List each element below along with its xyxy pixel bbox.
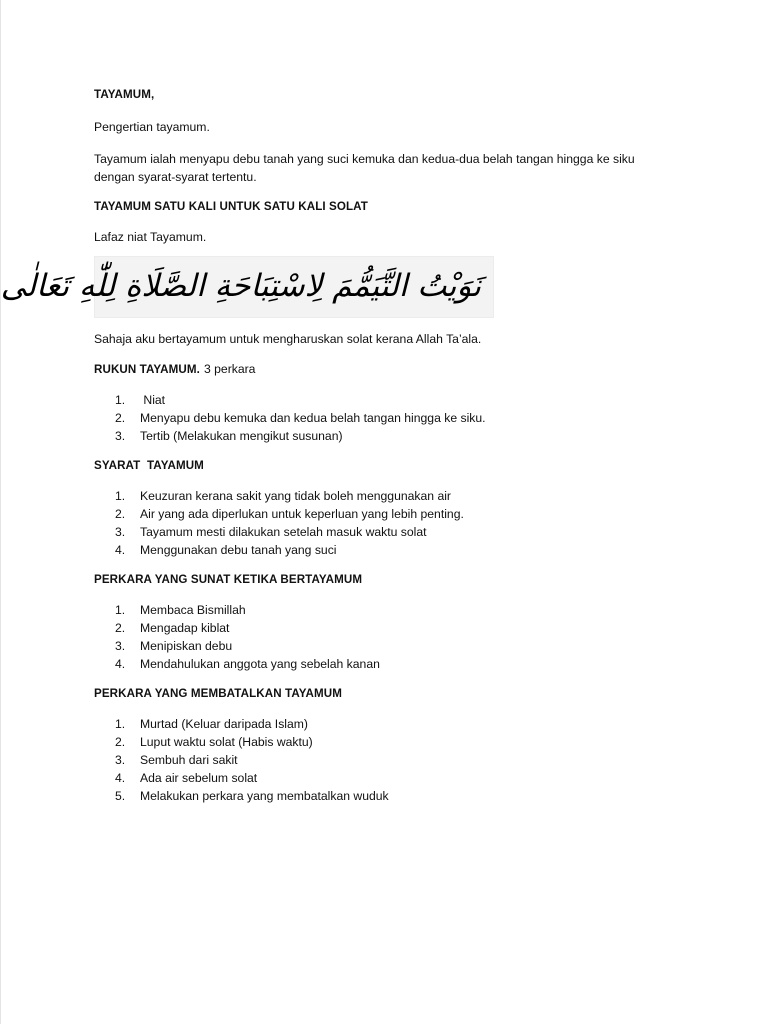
list-number: 3. bbox=[115, 429, 126, 443]
list-text: Ada air sebelum solat bbox=[140, 771, 258, 785]
definition-line-1: Tayamum ialah menyapu debu tanah yang suci kemuka dan kedua-dua belah tangan hingga ke siku bbox=[94, 152, 635, 166]
list-item bbox=[94, 655, 694, 673]
list-item bbox=[94, 619, 694, 637]
rukun-heading: RUKUN TAYAMUM. bbox=[94, 363, 200, 376]
list-number: 1. bbox=[115, 603, 126, 617]
list-item bbox=[94, 487, 694, 505]
batal-list bbox=[94, 715, 694, 805]
niat-label: Lafaz niat Tayamum. bbox=[94, 230, 207, 244]
definition-line-2: dengan syarat-syarat tertentu. bbox=[94, 170, 257, 184]
syarat-heading: SYARAT TAYAMUM bbox=[94, 459, 204, 472]
list-item bbox=[94, 391, 694, 409]
list-number: 4. bbox=[115, 771, 126, 785]
list-number: 1. bbox=[115, 717, 126, 731]
list-number: 4. bbox=[115, 657, 126, 671]
list-item bbox=[94, 523, 694, 541]
document-body bbox=[0, 86, 694, 805]
list-text: Menggunakan debu tanah yang suci bbox=[140, 543, 337, 557]
list-item bbox=[94, 427, 694, 445]
list-item bbox=[94, 637, 694, 655]
list-text: Menipiskan debu bbox=[140, 639, 233, 653]
list-item bbox=[94, 541, 694, 559]
niat-translation: Sahaja aku bertayamum untuk mengharuskan solat kerana Allah Ta’ala. bbox=[94, 332, 482, 346]
list-number: 1. bbox=[115, 489, 126, 503]
once-heading: TAYAMUM SATU KALI UNTUK SATU KALI SOLAT bbox=[94, 200, 368, 213]
list-number: 4. bbox=[115, 543, 126, 557]
list-text: Mendahulukan anggota yang sebelah kanan bbox=[140, 657, 380, 671]
list-item bbox=[94, 715, 694, 733]
list-number: 2. bbox=[115, 507, 126, 521]
list-number: 3. bbox=[115, 639, 126, 653]
list-item bbox=[94, 769, 694, 787]
list-text: Tayamum mesti dilakukan setelah masuk waktu solat bbox=[140, 525, 427, 539]
list-item bbox=[94, 601, 694, 619]
list-number: 2. bbox=[115, 735, 126, 749]
list-number: 1. bbox=[115, 393, 126, 407]
list-text: Murtad (Keluar daripada Islam) bbox=[140, 717, 308, 731]
list-text: Luput waktu solat (Habis waktu) bbox=[140, 735, 313, 749]
list-number: 2. bbox=[115, 411, 126, 425]
syarat-list bbox=[94, 487, 694, 559]
definition-heading: Pengertian tayamum. bbox=[94, 120, 210, 134]
list-number: 3. bbox=[115, 525, 126, 539]
list-number: 2. bbox=[115, 621, 126, 635]
sunat-heading: PERKARA YANG SUNAT KETIKA BERTAYAMUM bbox=[94, 573, 363, 586]
list-text: Membaca Bismillah bbox=[140, 603, 246, 617]
list-number: 5. bbox=[115, 789, 126, 803]
list-item bbox=[94, 505, 694, 523]
arabic-niat-text: نَوَيْتُ التَّيَمُّمَ لِاسْتِبَاحَةِ الصَّلَاةِ لِلّٰهِ تَعَالٰى bbox=[0, 268, 481, 304]
list-text: Menyapu debu kemuka dan kedua belah tangan hingga ke siku. bbox=[140, 411, 486, 425]
list-item bbox=[94, 733, 694, 751]
list-item bbox=[94, 787, 694, 805]
list-text: Niat bbox=[140, 393, 166, 407]
document-title: TAYAMUM, bbox=[94, 88, 155, 101]
definition-text bbox=[94, 150, 694, 186]
rukun-count: 3 perkara bbox=[203, 362, 256, 376]
list-item bbox=[94, 751, 694, 769]
list-text: Melakukan perkara yang membatalkan wuduk bbox=[140, 789, 389, 803]
list-text: Tertib (Melakukan mengikut susunan) bbox=[140, 429, 343, 443]
list-item bbox=[94, 409, 694, 427]
sunat-list bbox=[94, 601, 694, 673]
rukun-list bbox=[94, 391, 694, 445]
list-text: Sembuh dari sakit bbox=[140, 753, 238, 767]
list-text: Mengadap kiblat bbox=[140, 621, 230, 635]
rukun-heading-line bbox=[94, 360, 694, 379]
arabic-niat-image bbox=[0, 256, 494, 318]
batal-heading: PERKARA YANG MEMBATALKAN TAYAMUM bbox=[94, 687, 342, 700]
list-text: Keuzuran kerana sakit yang tidak boleh menggunakan air bbox=[140, 489, 451, 503]
list-text: Air yang ada diperlukan untuk keperluan yang lebih penting. bbox=[140, 507, 464, 521]
list-number: 3. bbox=[115, 753, 126, 767]
